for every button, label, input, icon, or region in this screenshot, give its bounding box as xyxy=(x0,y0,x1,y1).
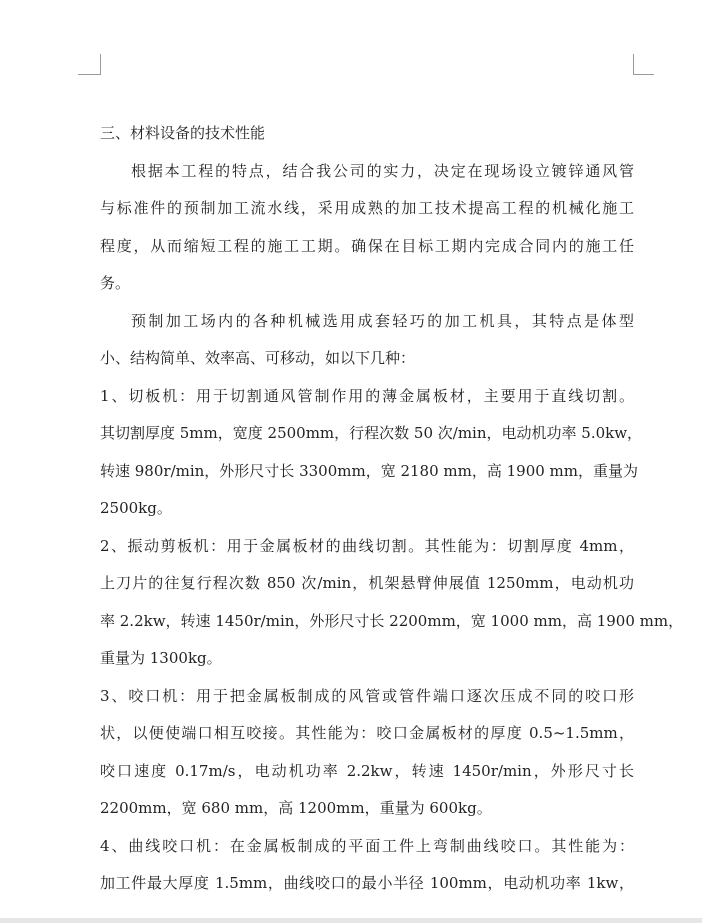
paragraph-line: 其切割厚度 5mm，宽度 2500mm，行程次数 50 次/min，电动机功率 5.0kw， xyxy=(100,424,643,442)
paragraph-line: 3、咬口机：用于把金属板制成的风管或管件端口逐次压成不同的咬口形 xyxy=(100,686,634,705)
paragraph-line: 上刀片的往复行程次数 850 次/min，机架悬臂伸展值 1250mm，电动机功 xyxy=(100,574,634,592)
paragraph-line: 1、切板机：用于切割通风管制作用的薄金属板材，主要用于直线切割。 xyxy=(100,386,634,405)
paragraph-line: 咬口速度 0.17m/s，电动机功率 2.2kw，转速 1450r/min，外形尺寸长 xyxy=(100,761,634,780)
page-corner-mark-top-right xyxy=(633,54,654,75)
document-page xyxy=(100,120,684,908)
section-heading: 三、材料设备的技术性能 xyxy=(100,124,266,142)
paragraph-line: 转速 980r/min，外形尺寸长 3300mm，宽 2180 mm，高 1900 mm，重量为 xyxy=(100,461,639,480)
paragraph-line: 根据本工程的特点，结合我公司的实力，决定在现场设立镀锌通风管 xyxy=(131,161,634,180)
paragraph-line: 2500kg。 xyxy=(100,499,172,517)
page-bottom-edge xyxy=(0,918,702,923)
page-corner-mark-top-left xyxy=(78,54,101,75)
paragraph-line: 务。 xyxy=(100,274,131,292)
paragraph-line: 2、振动剪板机：用于金属板材的曲线切割。其性能为：切割厚度 4mm， xyxy=(100,536,634,555)
paragraph-line: 重量为 1300kg。 xyxy=(100,649,222,667)
paragraph-line: 加工件最大厚度 1.5mm，曲线咬口的最小半径 100mm，电动机功率 1kw， xyxy=(100,874,634,892)
paragraph-line: 预制加工场内的各种机械选用成套轻巧的加工机具，其特点是体型 xyxy=(131,311,634,330)
paragraph-line: 程度，从而缩短工程的施工工期。确保在目标工期内完成合同内的施工任 xyxy=(100,236,634,255)
paragraph-line: 与标准件的预制加工流水线，采用成熟的加工技术提高工程的机械化施工 xyxy=(100,199,634,217)
paragraph-line: 小、结构简单、效率高、可移动，如以下几种： xyxy=(100,349,416,367)
paragraph-line: 状，以便使端口相互咬接。其性能为：咬口金属板材的厚度 0.5~1.5mm， xyxy=(100,724,634,742)
paragraph-line: 4、曲线咬口机：在金属板制成的平面工件上弯制曲线咬口。其性能为： xyxy=(100,836,634,855)
paragraph-line: 2200mm，宽 680 mm，高 1200mm，重量为 600kg。 xyxy=(100,799,492,817)
paragraph-line: 率 2.2kw，转速 1450r/min，外形尺寸长 2200mm，宽 1000 mm，高 1900 mm， xyxy=(100,611,684,630)
